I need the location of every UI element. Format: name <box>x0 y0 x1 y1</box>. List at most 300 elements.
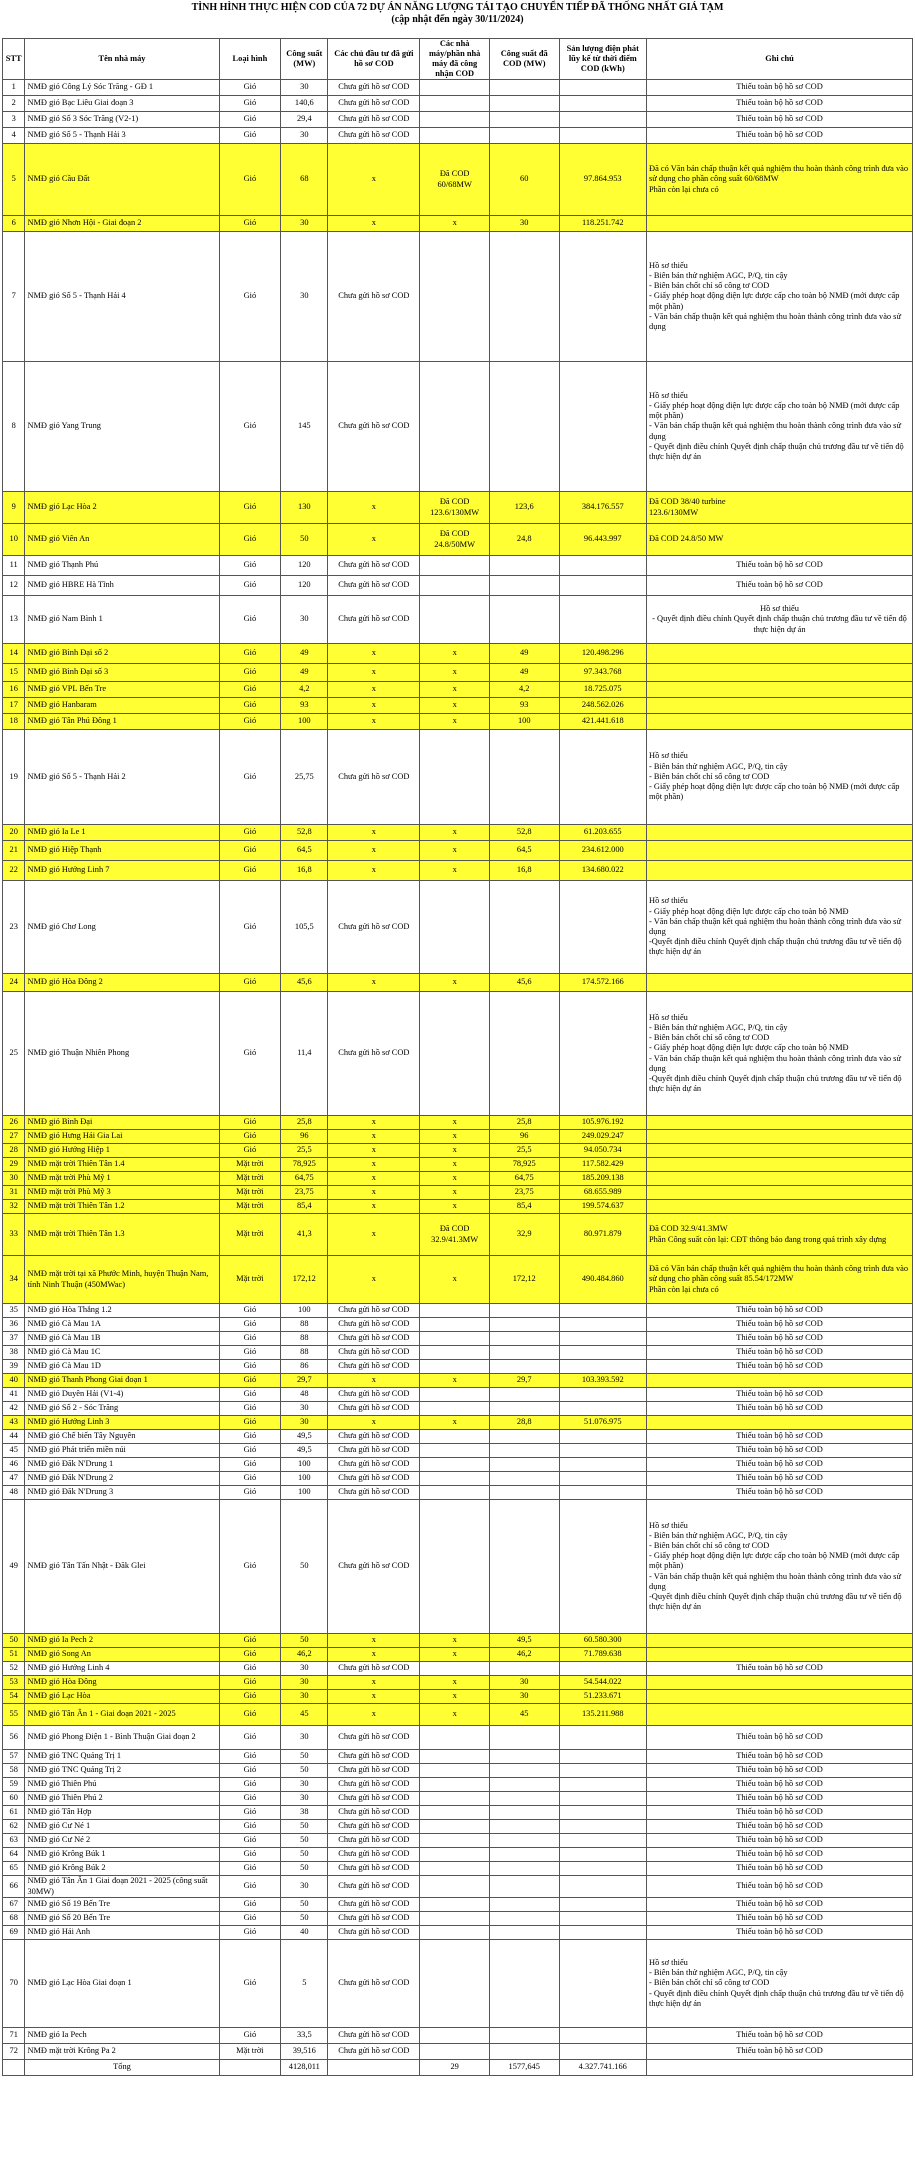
row-note: Thiếu toàn bộ hồ sơ COD <box>647 1486 913 1500</box>
row-cod-status <box>420 1486 490 1500</box>
row-cod-status <box>420 2028 490 2044</box>
row-stt: 11 <box>3 556 25 576</box>
table-row <box>3 682 913 698</box>
row-cod-capacity <box>489 556 559 576</box>
row-note: Thiếu toàn bộ hồ sơ COD <box>647 1346 913 1360</box>
table-row <box>3 644 913 664</box>
row-type: Gió <box>219 1806 281 1820</box>
row-note: Hồ sơ thiếu - Biên bản thử nghiệm AGC, P/Q, tin cậy - Biên bản chốt chỉ số công tơ COD - Giấy phép hoạt động điện lực được cấp cho toàn bộ NMĐ (mới được cấp một phần) - Văn bản chấp thuận kết quả nghiệm thu hoàn thành công trình đưa vào sử dụng -Quyết định điều chỉnh Quyết định chấp thuận chủ trương đầu tư về tiến độ thực hiện dự án <box>647 1500 913 1634</box>
row-plant-name: NMĐ gió TNC Quảng Trị 2 <box>25 1764 219 1778</box>
table-row <box>3 1500 913 1634</box>
table-row <box>3 1792 913 1806</box>
table-row <box>3 841 913 861</box>
row-plant-name: NMĐ mặt trời Thiên Tân 1.2 <box>25 1200 219 1214</box>
row-stt: 63 <box>3 1834 25 1848</box>
row-stt: 48 <box>3 1486 25 1500</box>
row-cod-status <box>420 1332 490 1346</box>
row-submitted: Chưa gửi hồ sơ COD <box>328 1444 420 1458</box>
row-cod-capacity <box>489 1876 559 1898</box>
row-output <box>559 1304 647 1318</box>
row-cod-capacity <box>489 992 559 1116</box>
table-row <box>3 576 913 596</box>
row-output <box>559 730 647 825</box>
row-capacity: 23,75 <box>281 1186 328 1200</box>
row-cod-capacity <box>489 1940 559 2028</box>
table-row <box>3 524 913 556</box>
table-row <box>3 96 913 112</box>
row-cod-capacity <box>489 1458 559 1472</box>
table-row <box>3 714 913 730</box>
row-capacity: 88 <box>281 1318 328 1332</box>
row-note: Thiếu toàn bộ hồ sơ COD <box>647 1778 913 1792</box>
row-cod-capacity <box>489 1332 559 1346</box>
row-plant-name: NMĐ gió Lạc Hòa <box>25 1690 219 1704</box>
row-output <box>559 881 647 974</box>
row-submitted: Chưa gửi hồ sơ COD <box>328 1912 420 1926</box>
row-note <box>647 1172 913 1186</box>
row-cod-status <box>420 730 490 825</box>
row-stt: 28 <box>3 1144 25 1158</box>
table-row <box>3 1458 913 1472</box>
row-capacity: 93 <box>281 698 328 714</box>
row-output: 51.233.671 <box>559 1690 647 1704</box>
row-output: 249.029.247 <box>559 1130 647 1144</box>
table-row <box>3 1912 913 1926</box>
row-submitted: x <box>328 1186 420 1200</box>
row-output <box>559 1430 647 1444</box>
row-stt: 24 <box>3 974 25 992</box>
table-row <box>3 596 913 644</box>
row-cod-status <box>420 1834 490 1848</box>
row-type: Gió <box>219 1500 281 1634</box>
row-note: Thiếu toàn bộ hồ sơ COD <box>647 1750 913 1764</box>
header-notes: Ghi chú <box>647 39 913 80</box>
row-capacity: 30 <box>281 128 328 144</box>
row-cod-capacity <box>489 1912 559 1926</box>
row-type: Gió <box>219 1318 281 1332</box>
row-note <box>647 861 913 881</box>
row-submitted: x <box>328 714 420 730</box>
row-stt: 44 <box>3 1430 25 1444</box>
row-plant-name: NMĐ mặt trời Phù Mỹ 3 <box>25 1186 219 1200</box>
row-capacity: 25,5 <box>281 1144 328 1158</box>
row-note: Thiếu toàn bộ hồ sơ COD <box>647 576 913 596</box>
row-output: 199.574.637 <box>559 1200 647 1214</box>
row-cod-status <box>420 1500 490 1634</box>
table-row <box>3 1486 913 1500</box>
row-submitted: Chưa gửi hồ sơ COD <box>328 730 420 825</box>
row-cod-capacity: 78,925 <box>489 1158 559 1172</box>
row-capacity: 50 <box>281 1820 328 1834</box>
row-plant-name: NMĐ gió Bạc Liêu Giai đoạn 3 <box>25 96 219 112</box>
row-output: 61.203.655 <box>559 825 647 841</box>
row-capacity: 45 <box>281 1704 328 1726</box>
row-capacity: 30 <box>281 596 328 644</box>
row-output: 384.176.557 <box>559 492 647 524</box>
row-stt: 45 <box>3 1444 25 1458</box>
table-row <box>3 1346 913 1360</box>
row-stt: 71 <box>3 2028 25 2044</box>
row-plant-name: NMĐ mặt trời Phù Mỹ 1 <box>25 1172 219 1186</box>
table-row <box>3 825 913 841</box>
row-note <box>647 1374 913 1388</box>
row-output <box>559 556 647 576</box>
row-submitted: Chưa gửi hồ sơ COD <box>328 1360 420 1374</box>
row-output: 421.441.618 <box>559 714 647 730</box>
table-row <box>3 1116 913 1130</box>
row-submitted: Chưa gửi hồ sơ COD <box>328 1940 420 2028</box>
row-capacity: 29,4 <box>281 112 328 128</box>
row-submitted: Chưa gửi hồ sơ COD <box>328 1898 420 1912</box>
row-capacity: 50 <box>281 1912 328 1926</box>
row-type: Gió <box>219 730 281 825</box>
row-cod-capacity <box>489 1304 559 1318</box>
row-type: Gió <box>219 1764 281 1778</box>
row-plant-name: NMĐ mặt trời tại xã Phước Minh, huyện Thuận Nam, tỉnh Ninh Thuận (450MWac) <box>25 1256 219 1304</box>
row-type: Gió <box>219 1926 281 1940</box>
row-submitted: x <box>328 1416 420 1430</box>
row-cod-status <box>420 992 490 1116</box>
row-capacity: 172,12 <box>281 1256 328 1304</box>
row-type: Gió <box>219 1848 281 1862</box>
row-plant-name: NMĐ gió Nhơn Hội - Giai đoạn 2 <box>25 216 219 232</box>
row-type: Gió <box>219 128 281 144</box>
row-cod-status: Đã COD 32.9/41.3MW <box>420 1214 490 1256</box>
row-type: Mặt trời <box>219 1256 281 1304</box>
table-row <box>3 556 913 576</box>
row-output: 60.580.300 <box>559 1634 647 1648</box>
row-plant-name: NMĐ gió Số 5 - Thạnh Hải 2 <box>25 730 219 825</box>
row-cod-capacity: 49,5 <box>489 1634 559 1648</box>
row-submitted: Chưa gửi hồ sơ COD <box>328 1750 420 1764</box>
row-note: Hồ sơ thiếu - Biên bản thử nghiệm AGC, P/Q, tin cậy - Biên bản chốt chỉ số công tơ COD - Giấy phép hoạt động điện lực được cấp cho toàn bộ NMĐ (mới được cấp một phần) <box>647 730 913 825</box>
row-note: Thiếu toàn bộ hồ sơ COD <box>647 1898 913 1912</box>
table-row <box>3 232 913 362</box>
row-plant-name: NMĐ gió TNC Quảng Trị 1 <box>25 1750 219 1764</box>
row-capacity: 68 <box>281 144 328 216</box>
row-type: Gió <box>219 881 281 974</box>
row-cod-status <box>420 1472 490 1486</box>
row-submitted: x <box>328 1200 420 1214</box>
table-row <box>3 1416 913 1430</box>
table-row <box>3 2028 913 2044</box>
row-cod-status: x <box>420 1648 490 1662</box>
row-cod-status: x <box>420 1186 490 1200</box>
header-capacity: Công suất (MW) <box>281 39 328 80</box>
row-type: Mặt trời <box>219 1186 281 1200</box>
row-capacity: 33,5 <box>281 2028 328 2044</box>
row-type: Gió <box>219 1416 281 1430</box>
row-cod-status: x <box>420 714 490 730</box>
row-cod-status <box>420 1912 490 1926</box>
row-capacity: 140,6 <box>281 96 328 112</box>
row-plant-name: NMĐ gió Số 5 - Thạnh Hải 3 <box>25 128 219 144</box>
row-capacity: 25,75 <box>281 730 328 825</box>
row-type: Gió <box>219 112 281 128</box>
row-output <box>559 1500 647 1634</box>
row-plant-name: NMĐ gió Thiên Phú <box>25 1778 219 1792</box>
row-submitted: x <box>328 1214 420 1256</box>
row-capacity: 78,925 <box>281 1158 328 1172</box>
row-stt: 32 <box>3 1200 25 1214</box>
row-type: Gió <box>219 1458 281 1472</box>
row-output <box>559 1472 647 1486</box>
row-stt: 66 <box>3 1876 25 1898</box>
table-row <box>3 1158 913 1172</box>
row-cod-status: x <box>420 1158 490 1172</box>
row-note: Thiếu toàn bộ hồ sơ COD <box>647 1472 913 1486</box>
row-type: Gió <box>219 1116 281 1130</box>
table-row <box>3 1144 913 1158</box>
row-plant-name: NMĐ gió Đăk N'Drung 3 <box>25 1486 219 1500</box>
row-note: Thiếu toàn bộ hồ sơ COD <box>647 1662 913 1676</box>
row-note: Thiếu toàn bộ hồ sơ COD <box>647 1332 913 1346</box>
row-capacity: 100 <box>281 1304 328 1318</box>
row-cod-status <box>420 1458 490 1472</box>
table-row <box>3 1940 913 2028</box>
table-row <box>3 861 913 881</box>
row-cod-capacity <box>489 1444 559 1458</box>
row-submitted: Chưa gửi hồ sơ COD <box>328 1806 420 1820</box>
row-plant-name: NMĐ gió Yang Trung <box>25 362 219 492</box>
row-submitted: x <box>328 1648 420 1662</box>
row-note <box>647 1116 913 1130</box>
row-cod-capacity <box>489 881 559 974</box>
row-cod-capacity: 123,6 <box>489 492 559 524</box>
row-capacity: 100 <box>281 714 328 730</box>
row-cod-capacity: 29,7 <box>489 1374 559 1388</box>
row-note: Đã COD 38/40 turbine 123.6/130MW <box>647 492 913 524</box>
row-output <box>559 1862 647 1876</box>
row-output: 120.498.296 <box>559 644 647 664</box>
row-plant-name: NMĐ gió Hướng Linh 7 <box>25 861 219 881</box>
row-stt: 9 <box>3 492 25 524</box>
row-cod-status: x <box>420 825 490 841</box>
table-row <box>3 1704 913 1726</box>
row-cod-capacity <box>489 1346 559 1360</box>
row-cod-capacity <box>489 1750 559 1764</box>
row-stt: 70 <box>3 1940 25 2028</box>
row-note <box>647 974 913 992</box>
row-output: 135.211.988 <box>559 1704 647 1726</box>
row-note: Thiếu toàn bộ hồ sơ COD <box>647 128 913 144</box>
row-plant-name: NMĐ gió Thiên Phú 2 <box>25 1792 219 1806</box>
row-cod-status <box>420 1388 490 1402</box>
row-cod-status: x <box>420 1690 490 1704</box>
row-plant-name: NMĐ gió Thuận Nhiên Phong <box>25 992 219 1116</box>
row-output <box>559 1848 647 1862</box>
total-cod-count: 29 <box>420 2060 490 2076</box>
row-submitted: Chưa gửi hồ sơ COD <box>328 362 420 492</box>
table-row <box>3 1318 913 1332</box>
row-cod-capacity <box>489 112 559 128</box>
row-cod-capacity <box>489 1430 559 1444</box>
row-stt: 34 <box>3 1256 25 1304</box>
table-row <box>3 992 913 1116</box>
row-submitted: Chưa gửi hồ sơ COD <box>328 1834 420 1848</box>
row-cod-status: Đã COD 24.8/50MW <box>420 524 490 556</box>
row-plant-name: NMĐ gió Krông Búk 1 <box>25 1848 219 1862</box>
row-plant-name: NMĐ gió Bình Đại số 2 <box>25 644 219 664</box>
row-cod-status <box>420 1792 490 1806</box>
row-cod-status <box>420 1940 490 2028</box>
row-plant-name: NMĐ gió Tân Tấn Nhật - Đăk Glei <box>25 1500 219 1634</box>
row-submitted: x <box>328 524 420 556</box>
row-submitted: Chưa gửi hồ sơ COD <box>328 1862 420 1876</box>
row-capacity: 96 <box>281 1130 328 1144</box>
row-submitted: x <box>328 1158 420 1172</box>
row-cod-status: x <box>420 1130 490 1144</box>
table-row <box>3 974 913 992</box>
row-note: Thiếu toàn bộ hồ sơ COD <box>647 1360 913 1374</box>
row-output: 490.484.860 <box>559 1256 647 1304</box>
row-cod-capacity: 24,8 <box>489 524 559 556</box>
row-submitted: x <box>328 1172 420 1186</box>
row-cod-status: Đã COD 123.6/130MW <box>420 492 490 524</box>
row-output <box>559 576 647 596</box>
total-label: Tổng <box>25 2060 219 2076</box>
row-output <box>559 1792 647 1806</box>
row-cod-status <box>420 2044 490 2060</box>
row-note: Thiếu toàn bộ hồ sơ COD <box>647 1458 913 1472</box>
row-type: Gió <box>219 1690 281 1704</box>
row-cod-status <box>420 1876 490 1898</box>
row-plant-name: NMĐ gió HBRE Hà Tĩnh <box>25 576 219 596</box>
row-output <box>559 992 647 1116</box>
row-type: Gió <box>219 1704 281 1726</box>
row-type: Gió <box>219 1862 281 1876</box>
header-cod-capacity: Công suất đã COD (MW) <box>489 39 559 80</box>
table-row <box>3 664 913 682</box>
row-note: Thiếu toàn bộ hồ sơ COD <box>647 1862 913 1876</box>
row-cod-status <box>420 1346 490 1360</box>
table-row <box>3 730 913 825</box>
row-capacity: 30 <box>281 1662 328 1676</box>
row-cod-status: x <box>420 1374 490 1388</box>
row-capacity: 50 <box>281 1750 328 1764</box>
row-cod-status: x <box>420 216 490 232</box>
table-row <box>3 1214 913 1256</box>
row-type: Gió <box>219 492 281 524</box>
row-type: Gió <box>219 1402 281 1416</box>
row-stt: 26 <box>3 1116 25 1130</box>
row-note <box>647 1416 913 1430</box>
row-stt: 38 <box>3 1346 25 1360</box>
row-submitted: Chưa gửi hồ sơ COD <box>328 1332 420 1346</box>
row-capacity: 105,5 <box>281 881 328 974</box>
row-type: Gió <box>219 596 281 644</box>
row-plant-name: NMĐ gió Hướng Linh 4 <box>25 1662 219 1676</box>
table-row <box>3 1332 913 1346</box>
row-cod-status <box>420 112 490 128</box>
row-plant-name: NMĐ gió Đăk N'Drung 1 <box>25 1458 219 1472</box>
row-cod-capacity: 46,2 <box>489 1648 559 1662</box>
row-capacity: 30 <box>281 1402 328 1416</box>
row-plant-name: NMĐ gió Hướng Hiệp 1 <box>25 1144 219 1158</box>
row-stt: 56 <box>3 1726 25 1750</box>
row-type: Gió <box>219 1792 281 1806</box>
row-cod-status <box>420 1402 490 1416</box>
row-cod-status <box>420 1806 490 1820</box>
row-cod-capacity <box>489 1898 559 1912</box>
row-note: Thiếu toàn bộ hồ sơ COD <box>647 1402 913 1416</box>
row-cod-status: x <box>420 1416 490 1430</box>
row-plant-name: NMĐ gió Lạc Hòa 2 <box>25 492 219 524</box>
row-plant-name: NMĐ gió Hòa Đông <box>25 1676 219 1690</box>
row-stt: 6 <box>3 216 25 232</box>
row-output: 117.582.429 <box>559 1158 647 1172</box>
row-plant-name: NMĐ gió Duyên Hải (V1-4) <box>25 1388 219 1402</box>
row-submitted: Chưa gửi hồ sơ COD <box>328 596 420 644</box>
row-note <box>647 1200 913 1214</box>
row-stt: 14 <box>3 644 25 664</box>
row-stt: 61 <box>3 1806 25 1820</box>
row-output <box>559 96 647 112</box>
table-row <box>3 1374 913 1388</box>
table-row <box>3 1876 913 1898</box>
row-capacity: 52,8 <box>281 825 328 841</box>
table-body <box>3 80 913 2060</box>
row-output <box>559 362 647 492</box>
row-cod-capacity: 93 <box>489 698 559 714</box>
row-cod-status: x <box>420 664 490 682</box>
row-output: 174.572.166 <box>559 974 647 992</box>
table-row <box>3 1898 913 1912</box>
row-stt: 39 <box>3 1360 25 1374</box>
row-type: Gió <box>219 1662 281 1676</box>
report-title: TÌNH HÌNH THỰC HIỆN COD CỦA 72 DỰ ÁN NĂNG LƯỢNG TÁI TẠO CHUYỂN TIẾP ĐÃ THỐNG NHẤT GIÁ TẠM <box>191 2 724 13</box>
row-output <box>559 1940 647 2028</box>
table-row <box>3 112 913 128</box>
row-submitted: Chưa gửi hồ sơ COD <box>328 2028 420 2044</box>
row-note <box>647 1690 913 1704</box>
row-stt: 3 <box>3 112 25 128</box>
row-plant-name: NMĐ gió VPL Bến Tre <box>25 682 219 698</box>
row-stt: 37 <box>3 1332 25 1346</box>
row-output: 68.655.989 <box>559 1186 647 1200</box>
report-header <box>0 0 915 38</box>
row-type: Mặt trời <box>219 1214 281 1256</box>
row-capacity: 50 <box>281 1834 328 1848</box>
row-cod-status: x <box>420 1634 490 1648</box>
row-output: 80.971.879 <box>559 1214 647 1256</box>
row-type: Gió <box>219 216 281 232</box>
row-stt: 1 <box>3 80 25 96</box>
row-note <box>647 1130 913 1144</box>
table-row <box>3 881 913 974</box>
row-cod-capacity <box>489 80 559 96</box>
row-type: Gió <box>219 1750 281 1764</box>
row-submitted: Chưa gửi hồ sơ COD <box>328 1848 420 1862</box>
row-plant-name: NMĐ gió Hanbaram <box>25 698 219 714</box>
row-output <box>559 1458 647 1472</box>
row-note: Thiếu toàn bộ hồ sơ COD <box>647 1430 913 1444</box>
row-cod-status <box>420 881 490 974</box>
row-type: Gió <box>219 1676 281 1690</box>
row-stt: 59 <box>3 1778 25 1792</box>
row-output <box>559 1820 647 1834</box>
row-plant-name: NMĐ gió Bình Đại số 3 <box>25 664 219 682</box>
row-output: 234.612.000 <box>559 841 647 861</box>
row-type: Gió <box>219 1820 281 1834</box>
row-type: Gió <box>219 1648 281 1662</box>
row-stt: 13 <box>3 596 25 644</box>
table-row <box>3 1402 913 1416</box>
total-submitted <box>328 2060 420 2076</box>
row-submitted: Chưa gửi hồ sơ COD <box>328 1764 420 1778</box>
row-output <box>559 2028 647 2044</box>
row-stt: 43 <box>3 1416 25 1430</box>
